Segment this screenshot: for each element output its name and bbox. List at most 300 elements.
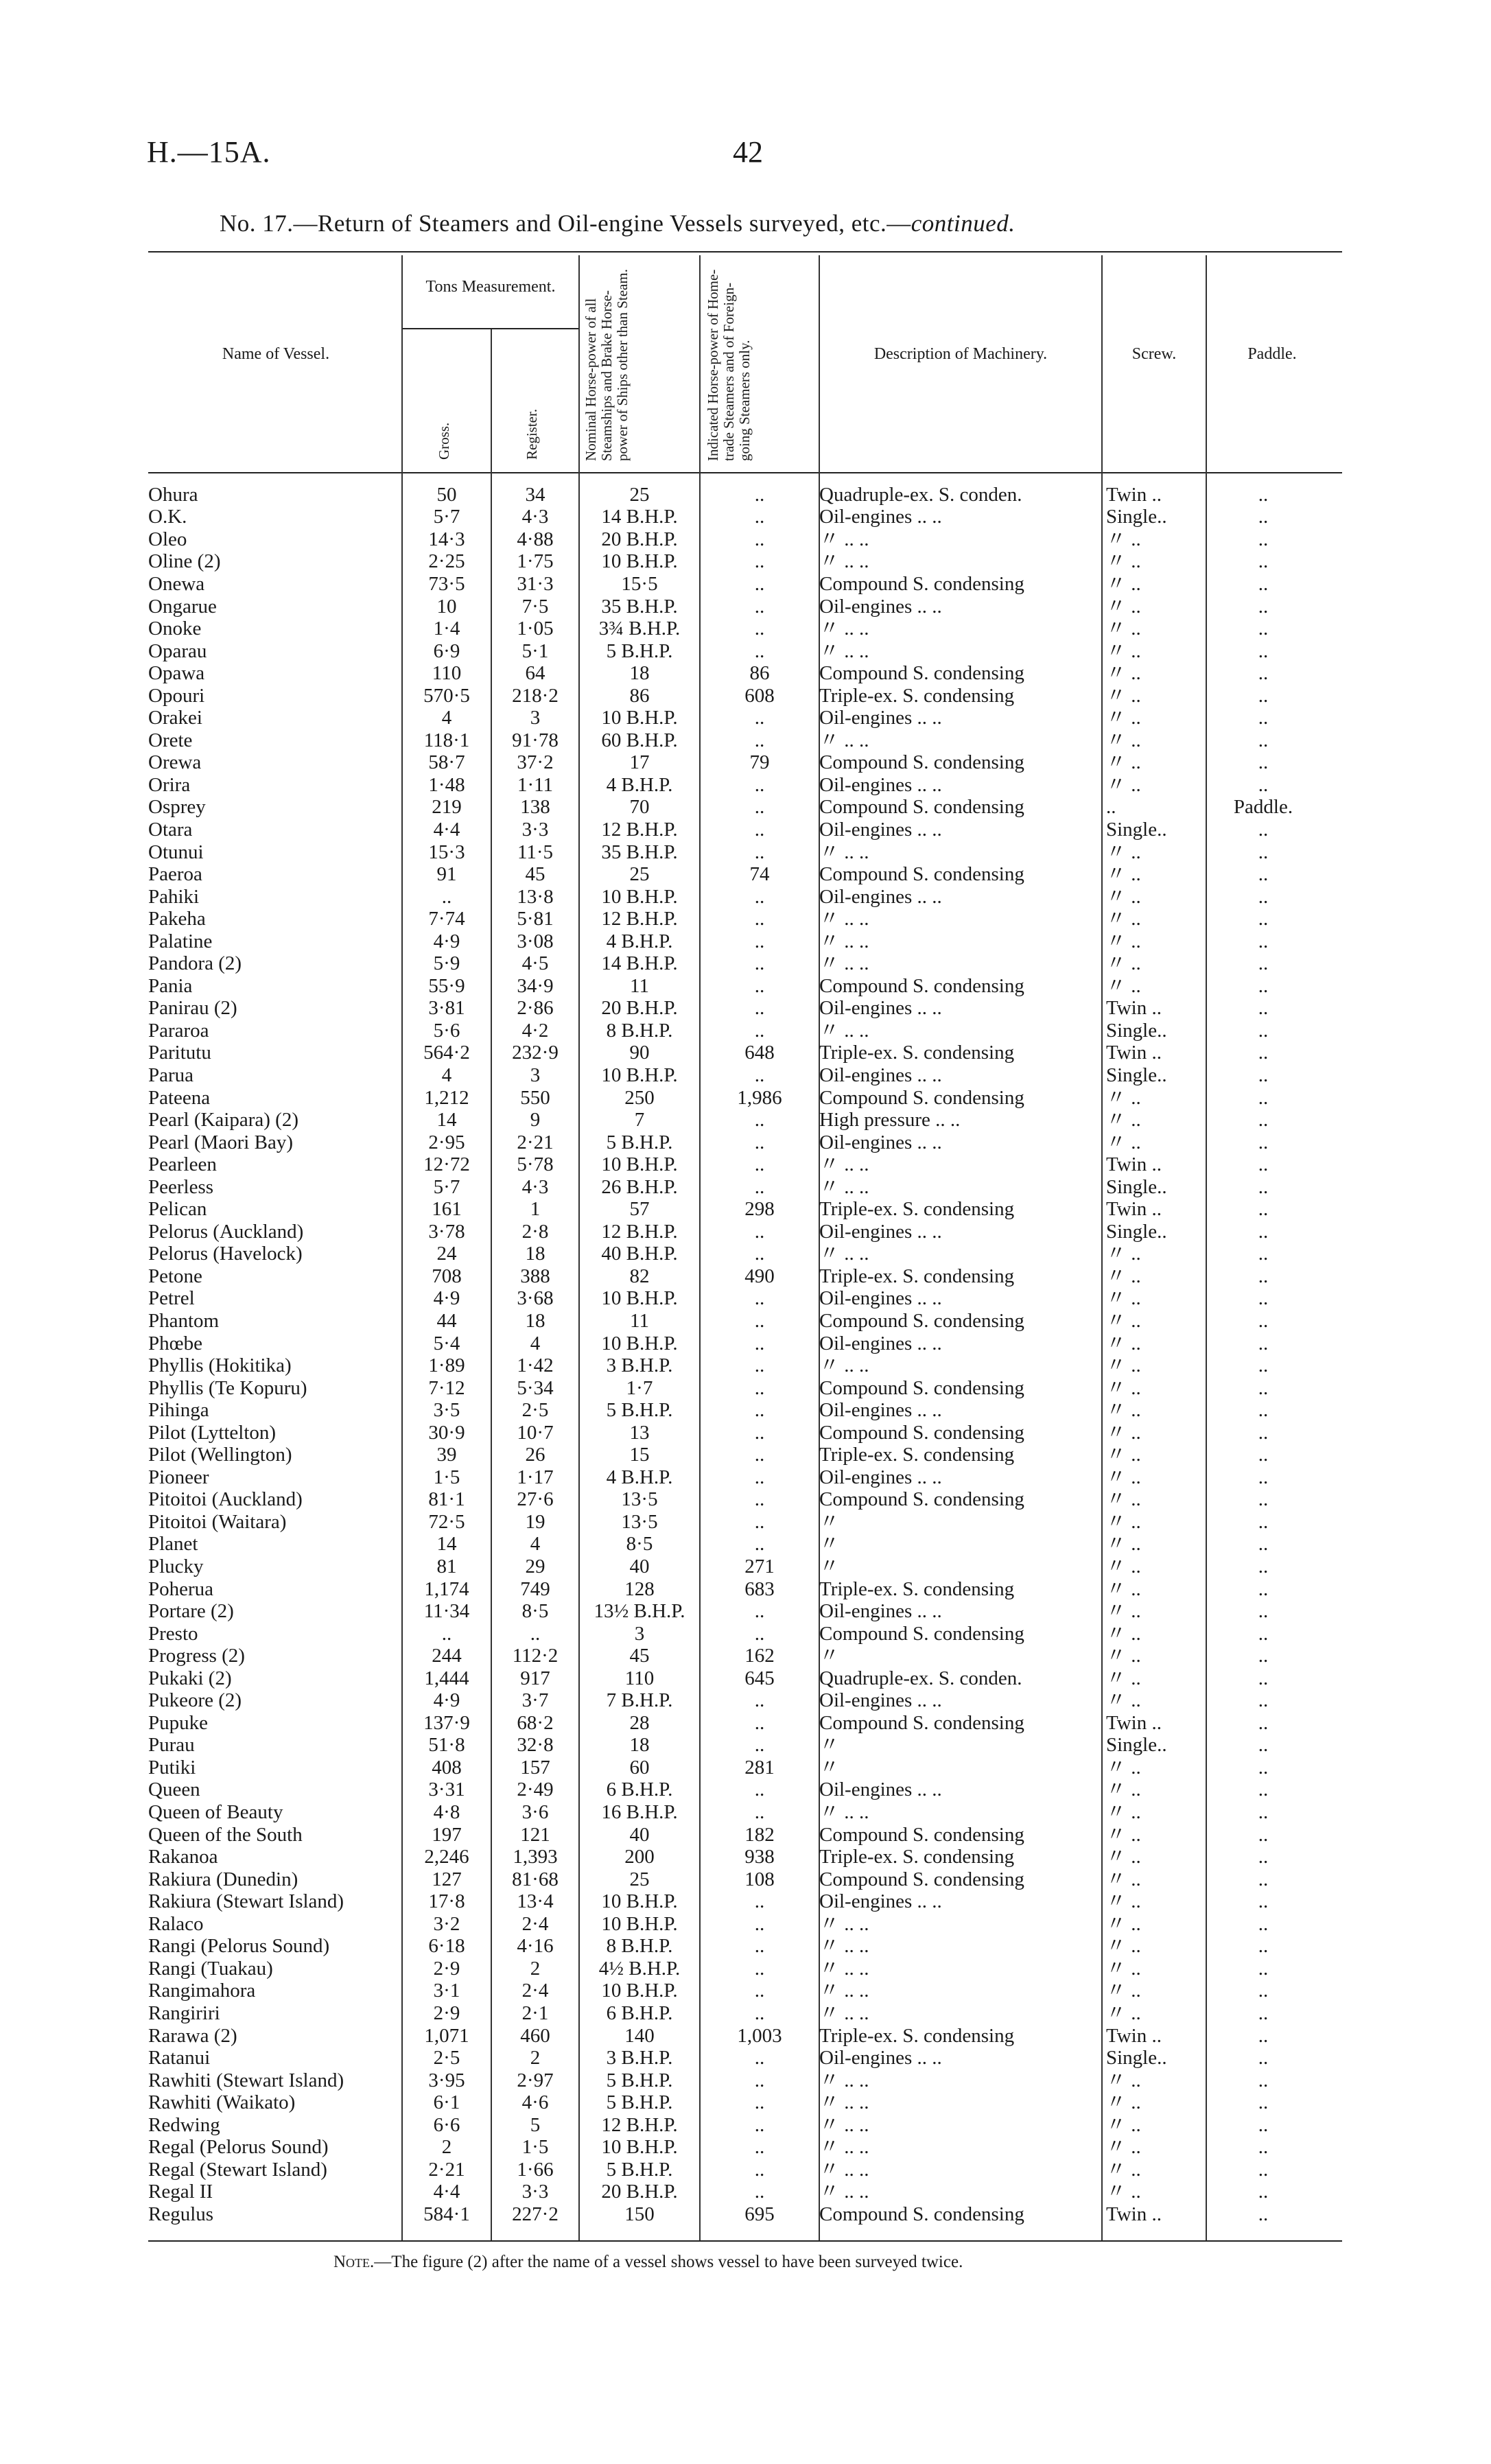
cell-gross: 564·2 — [423, 1042, 470, 1064]
cell-screw: 〃 .. — [1106, 1488, 1141, 1511]
table-row — [148, 1243, 1315, 1266]
cell-indicated: .. — [754, 1354, 765, 1377]
cell-gross: 51·8 — [428, 1734, 465, 1757]
cell-register: 34 — [525, 484, 545, 506]
cell-description: High pressure .. .. — [819, 1109, 961, 1131]
cell-indicated: .. — [754, 796, 765, 819]
cell-nominal: 40 — [629, 1556, 650, 1578]
table-row — [148, 685, 1315, 707]
cell-screw: 〃 .. — [1106, 707, 1141, 729]
cell-indicated: 1,003 — [737, 2024, 782, 2047]
cell-nominal: 12 B.H.P. — [601, 2113, 678, 2136]
cell-gross: 5·4 — [433, 1332, 460, 1354]
cell-paddle: .. — [1258, 1399, 1269, 1422]
cell-nominal: 5 B.H.P. — [606, 640, 673, 662]
cell-name: Osprey — [148, 796, 206, 819]
table-row — [148, 1444, 1315, 1467]
table-row — [148, 886, 1315, 908]
cell-description: Oil-engines .. .. — [819, 1221, 942, 1243]
cell-indicated: 182 — [744, 1823, 775, 1846]
cell-indicated: .. — [754, 930, 765, 952]
cell-nominal: 25 — [629, 1868, 650, 1890]
cell-paddle: .. — [1258, 684, 1269, 707]
cell-description: Oil-engines .. .. — [819, 997, 942, 1020]
cell-description: Oil-engines .. .. — [819, 2047, 942, 2069]
cell-indicated: .. — [754, 997, 765, 1020]
cell-paddle: .. — [1258, 2203, 1269, 2225]
cell-nominal: 25 — [629, 863, 650, 886]
cell-screw: 〃 .. — [1106, 1310, 1141, 1332]
cell-nominal: 18 — [629, 662, 650, 685]
cell-register: 34·9 — [517, 975, 554, 997]
cell-paddle: .. — [1258, 2159, 1269, 2181]
cell-description: 〃 .. .. — [819, 2002, 869, 2024]
cell-register: 2 — [530, 1958, 541, 1980]
cell-paddle: .. — [1258, 1310, 1269, 1332]
cell-name: O.K. — [148, 506, 187, 528]
cell-name: Opouri — [148, 684, 205, 707]
cell-description: Compound S. condensing — [819, 1376, 1024, 1399]
cell-gross: 2·25 — [428, 550, 465, 573]
cell-indicated: 683 — [744, 1577, 775, 1600]
cell-paddle: .. — [1258, 774, 1269, 796]
cell-description: 〃 .. .. — [819, 2069, 869, 2091]
cell-description: 〃 .. .. — [819, 1243, 869, 1265]
cell-name: Pilot (Wellington) — [148, 1444, 292, 1466]
table-row — [148, 1690, 1315, 1713]
cell-description: Compound S. condensing — [819, 1086, 1024, 1109]
cell-name: Portare (2) — [148, 1600, 234, 1623]
cell-description: 〃 — [819, 1511, 840, 1533]
cell-indicated: .. — [754, 1779, 765, 1801]
cell-indicated: .. — [754, 506, 765, 528]
cell-register: 9 — [530, 1109, 541, 1131]
cell-gross: 4·4 — [433, 2181, 460, 2203]
cell-name: Rakiura (Dunedin) — [148, 1868, 298, 1890]
cell-register: 7·5 — [521, 595, 549, 618]
table-row — [148, 662, 1315, 685]
table-row — [148, 2091, 1315, 2114]
cell-name: Rangi (Pelorus Sound) — [148, 1935, 330, 1958]
cell-name: Orakei — [148, 707, 202, 729]
table-row — [148, 1936, 1315, 1958]
cell-nominal: 5 B.H.P. — [606, 2069, 673, 2091]
cell-gross: 4·9 — [433, 1689, 460, 1712]
cell-gross: 570·5 — [423, 684, 470, 707]
table-row — [148, 1801, 1315, 1824]
cell-nominal: 7 — [634, 1109, 645, 1131]
cell-nominal: 4 B.H.P. — [606, 1466, 673, 1488]
table-bottom-rule — [148, 2240, 1342, 2242]
cell-register: 32·8 — [517, 1734, 554, 1757]
cell-screw: Single.. — [1106, 1064, 1167, 1086]
cell-nominal: 6 B.H.P. — [606, 1779, 673, 1801]
cell-nominal: 15 — [629, 1444, 650, 1466]
cell-name: Plucky — [148, 1556, 204, 1578]
cell-indicated: .. — [754, 2181, 765, 2203]
cell-indicated: .. — [754, 1488, 765, 1511]
cell-indicated: .. — [754, 2047, 765, 2069]
cell-description: Compound S. condensing — [819, 863, 1024, 886]
cell-paddle: .. — [1258, 885, 1269, 908]
table-row — [148, 2025, 1315, 2048]
cell-indicated: 79 — [749, 751, 770, 774]
cell-description: Triple-ex. S. condensing — [819, 1846, 1015, 1868]
cell-nominal: 13 — [629, 1421, 650, 1444]
cell-register: 3·3 — [521, 2181, 549, 2203]
cell-screw: 〃 .. — [1106, 1935, 1141, 1958]
cell-screw: 〃 .. — [1106, 2091, 1141, 2114]
cell-nominal: 35 B.H.P. — [601, 841, 678, 863]
cell-description: Oil-engines .. .. — [819, 1399, 942, 1422]
cell-screw: 〃 .. — [1106, 1980, 1141, 2002]
cell-screw: 〃 .. — [1106, 1287, 1141, 1310]
cell-register: 1,393 — [513, 1846, 558, 1868]
table-row — [148, 596, 1315, 618]
cell-paddle: .. — [1258, 1511, 1269, 1533]
cell-indicated: .. — [754, 528, 765, 550]
cell-indicated: .. — [754, 1511, 765, 1533]
cell-indicated: .. — [754, 908, 765, 930]
cell-register: 18 — [525, 1243, 545, 1265]
cell-paddle: .. — [1258, 1064, 1269, 1086]
cell-description: Compound S. condensing — [819, 1823, 1024, 1846]
cell-indicated: .. — [754, 1376, 765, 1399]
cell-name: Presto — [148, 1622, 198, 1645]
cell-paddle: .. — [1258, 1801, 1269, 1824]
cell-nominal: 5 B.H.P. — [606, 2091, 673, 2114]
cell-indicated: .. — [754, 1689, 765, 1712]
table-row — [148, 1333, 1315, 1355]
table-row — [148, 1511, 1315, 1534]
cell-register: 121 — [520, 1823, 550, 1846]
cell-screw: 〃 .. — [1106, 1622, 1141, 1645]
cell-register: 4·3 — [521, 1175, 549, 1198]
header-register: Register. — [524, 408, 540, 460]
cell-gross: 3·78 — [428, 1221, 465, 1243]
cell-indicated: .. — [754, 1153, 765, 1176]
table-row — [148, 1399, 1315, 1422]
cell-indicated: .. — [754, 975, 765, 997]
cell-description: 〃 .. .. — [819, 2136, 869, 2159]
cell-nominal: 45 — [629, 1645, 650, 1667]
cell-paddle: .. — [1258, 1556, 1269, 1578]
cell-register: 18 — [525, 1310, 545, 1332]
cell-screw: Twin .. — [1106, 2203, 1162, 2225]
cell-register: 2·97 — [517, 2069, 554, 2091]
cell-gross: 219 — [432, 796, 462, 819]
table-row — [148, 2159, 1315, 2181]
header-gross: Gross. — [436, 422, 452, 460]
cell-paddle: .. — [1258, 1980, 1269, 2002]
table-row — [148, 506, 1315, 529]
cell-gross: 1,174 — [424, 1577, 469, 1600]
cell-indicated: .. — [754, 618, 765, 640]
cell-paddle: .. — [1258, 618, 1269, 640]
cell-gross: 3·95 — [428, 2069, 465, 2091]
cell-paddle: .. — [1258, 1846, 1269, 1868]
cell-register: 138 — [520, 796, 550, 819]
cell-nominal: 140 — [624, 2024, 655, 2047]
cell-screw: 〃 .. — [1106, 2181, 1141, 2203]
cell-description: Oil-engines .. .. — [819, 595, 942, 618]
cell-gross: .. — [441, 885, 452, 908]
cell-description: Compound S. condensing — [819, 1488, 1024, 1511]
footnote — [333, 2253, 963, 2272]
cell-screw: 〃 .. — [1106, 573, 1141, 595]
table-row — [148, 1176, 1315, 1199]
cell-gross: 58·7 — [428, 751, 465, 774]
cell-paddle: .. — [1258, 1265, 1269, 1287]
header-bottom-rule — [148, 472, 1342, 473]
vessel-table-body — [148, 484, 1315, 2226]
cell-paddle: .. — [1258, 729, 1269, 751]
cell-indicated: .. — [754, 1801, 765, 1824]
table-row — [148, 2002, 1315, 2025]
cell-gross: 6·1 — [433, 2091, 460, 2114]
cell-name: Rawhiti (Stewart Island) — [148, 2069, 344, 2091]
cell-description: Compound S. condensing — [819, 573, 1024, 595]
cell-name: Ralaco — [148, 1913, 204, 1935]
cell-nominal: 90 — [629, 1042, 650, 1064]
cell-nominal: 17 — [629, 751, 650, 774]
cell-screw: 〃 .. — [1106, 662, 1141, 685]
cell-name: Pupuke — [148, 1712, 208, 1734]
cell-nominal: 10 B.H.P. — [601, 707, 678, 729]
cell-indicated: .. — [754, 2113, 765, 2136]
cell-register: 3 — [530, 1064, 541, 1086]
cell-screw: 〃 .. — [1106, 1846, 1141, 1868]
vessel-table — [148, 484, 1315, 2226]
cell-screw: Single.. — [1106, 1175, 1167, 1198]
cell-description: Triple-ex. S. condensing — [819, 1265, 1015, 1287]
cell-paddle: .. — [1258, 2181, 1269, 2203]
cell-indicated: .. — [754, 1221, 765, 1243]
cell-screw: 〃 .. — [1106, 684, 1141, 707]
table-row — [148, 1958, 1315, 1980]
header-name-of-vessel: Name of Vessel. — [222, 345, 330, 363]
cell-screw: Single.. — [1106, 1734, 1167, 1757]
cell-paddle: .. — [1258, 819, 1269, 841]
cell-description: 〃 .. .. — [819, 1354, 869, 1377]
cell-register: 68·2 — [517, 1712, 554, 1734]
cell-description: 〃 .. .. — [819, 952, 869, 975]
cell-paddle: .. — [1258, 997, 1269, 1020]
cell-description: 〃 .. .. — [819, 640, 869, 662]
cell-name: Regal (Pelorus Sound) — [148, 2136, 329, 2159]
cell-screw: Single.. — [1106, 1020, 1167, 1042]
cell-screw: 〃 .. — [1106, 528, 1141, 550]
cell-paddle: .. — [1258, 595, 1269, 618]
table-row — [148, 1377, 1315, 1400]
cell-register: 26 — [525, 1444, 545, 1466]
cell-screw: Single.. — [1106, 506, 1167, 528]
cell-screw: 〃 .. — [1106, 885, 1141, 908]
cell-description: Oil-engines .. .. — [819, 1064, 942, 1086]
cell-paddle: .. — [1258, 1332, 1269, 1354]
cell-screw: 〃 .. — [1106, 1757, 1141, 1779]
cell-screw: 〃 .. — [1106, 1131, 1141, 1153]
cell-description: Compound S. condensing — [819, 1421, 1024, 1444]
cell-paddle: .. — [1258, 1645, 1269, 1667]
cell-register: 3·08 — [517, 930, 554, 952]
cell-gross: 7·74 — [428, 908, 465, 930]
cell-indicated: .. — [754, 1131, 765, 1153]
cell-nominal: 8 B.H.P. — [606, 1935, 673, 1958]
table-row — [148, 1199, 1315, 1221]
cell-name: Pitoitoi (Auckland) — [148, 1488, 303, 1511]
cell-name: Pearl (Maori Bay) — [148, 1131, 293, 1153]
cell-gross: 81 — [436, 1556, 457, 1578]
cell-register: 5 — [530, 2113, 541, 2136]
header-top-rule — [148, 251, 1342, 253]
cell-paddle: .. — [1258, 707, 1269, 729]
cell-indicated: .. — [754, 573, 765, 595]
cell-screw: 〃 .. — [1106, 1376, 1141, 1399]
cell-paddle: .. — [1258, 1020, 1269, 1042]
cell-indicated: 608 — [744, 684, 775, 707]
cell-screw: Twin .. — [1106, 1198, 1162, 1221]
cell-screw: 〃 .. — [1106, 1354, 1141, 1377]
cell-register: 917 — [520, 1667, 550, 1689]
cell-nominal: 28 — [629, 1712, 650, 1734]
cell-indicated: .. — [754, 2002, 765, 2024]
cell-gross: 14 — [436, 1533, 457, 1556]
cell-gross: 3·81 — [428, 997, 465, 1020]
page-number: 42 — [733, 135, 763, 169]
cell-gross: 110 — [432, 662, 462, 685]
cell-nominal: 10 B.H.P. — [601, 1913, 678, 1935]
cell-indicated: .. — [754, 1064, 765, 1086]
cell-gross: 17·8 — [428, 1890, 465, 1913]
table-row — [148, 1064, 1315, 1087]
cell-register: 5·81 — [517, 908, 554, 930]
cell-screw: 〃 .. — [1106, 1243, 1141, 1265]
cell-name: Phœbe — [148, 1332, 202, 1354]
cell-indicated: .. — [754, 1980, 765, 2002]
cell-description: Triple-ex. S. condensing — [819, 1577, 1015, 1600]
cell-screw: 〃 .. — [1106, 1689, 1141, 1712]
cell-description: 〃 — [819, 1533, 840, 1556]
cell-name: Pania — [148, 975, 193, 997]
table-row — [148, 1087, 1315, 1110]
cell-indicated: .. — [754, 1243, 765, 1265]
table-row — [148, 1868, 1315, 1891]
cell-name: Pilot (Lyttelton) — [148, 1421, 277, 1444]
cell-nominal: 40 B.H.P. — [601, 1243, 678, 1265]
cell-paddle: .. — [1258, 751, 1269, 774]
cell-paddle: .. — [1258, 2069, 1269, 2091]
cell-name: Queen — [148, 1779, 200, 1801]
cell-register: 13·8 — [517, 885, 554, 908]
cell-screw: 〃 .. — [1106, 1823, 1141, 1846]
cell-name: Purau — [148, 1734, 195, 1757]
cell-indicated: .. — [754, 1310, 765, 1332]
cell-description: 〃 — [819, 1556, 840, 1578]
cell-name: Queen of the South — [148, 1823, 303, 1846]
cell-paddle: .. — [1258, 841, 1269, 863]
cell-nominal: 128 — [624, 1577, 655, 1600]
table-row — [148, 1824, 1315, 1846]
cell-description: Quadruple-ex. S. conden. — [819, 1667, 1022, 1689]
cell-description: Compound S. condensing — [819, 662, 1024, 685]
cell-nominal: 12 B.H.P. — [601, 819, 678, 841]
table-title — [220, 210, 1015, 237]
cell-screw: 〃 .. — [1106, 2159, 1141, 2181]
cell-paddle: .. — [1258, 1287, 1269, 1310]
cell-indicated: .. — [754, 841, 765, 863]
cell-name: Redwing — [148, 2113, 220, 2136]
cell-indicated: .. — [754, 1935, 765, 1958]
cell-gross: 584·1 — [423, 2203, 470, 2225]
cell-description: 〃 .. .. — [819, 1935, 869, 1958]
cell-description: 〃 .. .. — [819, 2091, 869, 2114]
cell-gross: 50 — [436, 484, 457, 506]
cell-indicated: 74 — [749, 863, 770, 886]
table-row — [148, 1757, 1315, 1779]
cell-register: 227·2 — [512, 2203, 559, 2225]
cell-description: 〃 .. .. — [819, 1980, 869, 2002]
header-screw: Screw. — [1131, 345, 1177, 363]
cell-nominal: 110 — [624, 1667, 655, 1689]
cell-nominal: 10 B.H.P. — [601, 1287, 678, 1310]
cell-register: 1·05 — [517, 618, 554, 640]
cell-description: Oil-engines .. .. — [819, 506, 942, 528]
cell-name: Pioneer — [148, 1466, 209, 1488]
table-row — [148, 528, 1315, 551]
cell-register: 5·78 — [517, 1153, 554, 1176]
cell-nominal: 4½ B.H.P. — [598, 1958, 681, 1980]
table-row — [148, 930, 1315, 953]
cell-indicated: .. — [754, 774, 765, 796]
cell-gross: 11·34 — [423, 1600, 470, 1623]
cell-description: 〃 .. .. — [819, 841, 869, 863]
title-continued: continued. — [911, 210, 1015, 237]
cell-nominal: 14 B.H.P. — [601, 952, 678, 975]
cell-description: 〃 — [819, 1734, 840, 1757]
cell-nominal: 13·5 — [621, 1488, 658, 1511]
cell-screw: 〃 .. — [1106, 1086, 1141, 1109]
cell-register: 37·2 — [517, 751, 554, 774]
cell-indicated: .. — [754, 1466, 765, 1488]
cell-name: Paeroa — [148, 863, 202, 886]
table-row — [148, 1153, 1315, 1176]
cell-register: 3 — [530, 707, 541, 729]
cell-register: 2·86 — [517, 997, 554, 1020]
cell-indicated: .. — [754, 1399, 765, 1422]
cell-screw: 〃 .. — [1106, 841, 1141, 863]
cell-description: Triple-ex. S. condensing — [819, 1444, 1015, 1466]
table-row — [148, 729, 1315, 752]
cell-screw: 〃 .. — [1106, 595, 1141, 618]
cell-name: Pukeore (2) — [148, 1689, 242, 1712]
cell-name: Rangiriri — [148, 2002, 220, 2024]
table-row — [148, 975, 1315, 998]
cell-name: Rawhiti (Waikato) — [148, 2091, 296, 2114]
cell-screw: Twin .. — [1106, 484, 1162, 506]
table-row — [148, 1578, 1315, 1601]
cell-paddle: .. — [1258, 2136, 1269, 2159]
cell-name: Ongarue — [148, 595, 217, 618]
cell-description: 〃 .. .. — [819, 550, 869, 573]
cell-paddle: .. — [1258, 2024, 1269, 2047]
cell-screw: 〃 .. — [1106, 1444, 1141, 1466]
cell-gross: 5·9 — [433, 952, 460, 975]
cell-name: Palatine — [148, 930, 213, 952]
cell-nominal: 57 — [629, 1198, 650, 1221]
cell-gross: 44 — [436, 1310, 457, 1332]
cell-name: Pelican — [148, 1198, 207, 1221]
